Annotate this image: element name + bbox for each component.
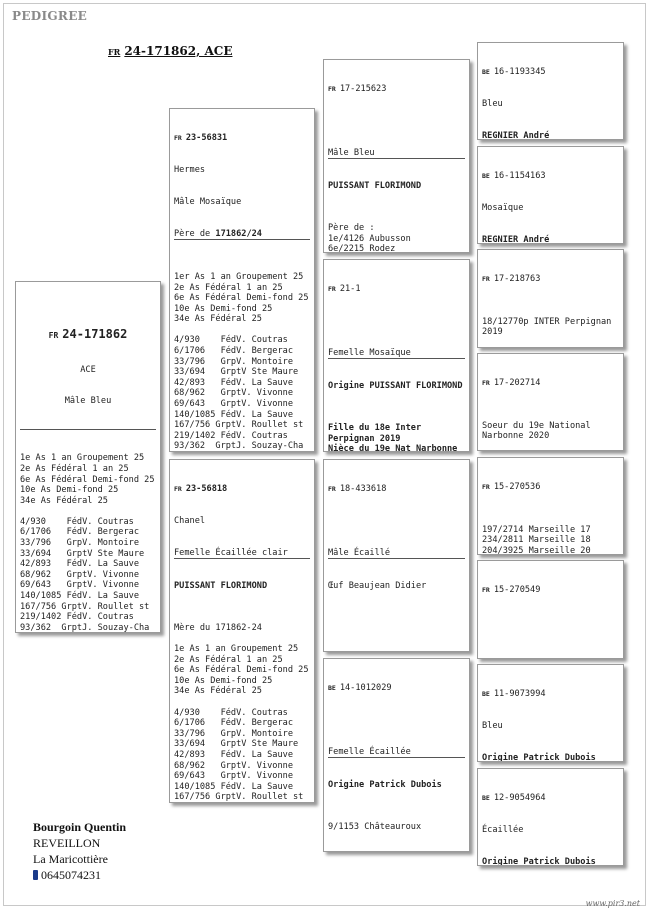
dam-color: Femelle Écaillée clair [174,548,310,560]
root-country: FR [48,331,59,341]
result-line: Mère du 171862-24 [174,622,262,633]
owner-phone: 0645074231 [33,867,126,883]
dd-country: BE [328,684,336,693]
result-line [328,811,465,822]
result-line: 4/930 FédV. Coutras [20,516,134,527]
result-line [174,612,310,623]
result-line: 1e/4126 Aubusson [328,233,411,244]
result-line: 140/1085 FédV. La Sauve [174,781,293,792]
sss-color: Bleu [482,98,503,109]
result-line: 167/756 GrptV. Roullet st [20,601,150,612]
sd-ring: 21-1 [339,284,361,295]
dss-ring: 15-270536 [493,482,541,493]
result-line: Fille du 18e Inter [328,422,422,433]
ddd-country: BE [482,794,490,803]
dam-origin: PUISSANT FLORIMOND [174,580,268,591]
pigeon-card-ss [323,59,470,253]
result-line: 6e As Fédéral Demi-fond 25 [174,293,309,304]
result-line [20,506,156,517]
pigeon-card-sss [477,42,624,140]
ddd-ring: 12-9054964 [493,793,546,804]
pigeon-card-dds [477,664,624,762]
result-line: 6/1706 FédV. Bergerac [20,527,139,538]
pigeon-card-ds [323,459,470,652]
pigeon-card-sds [477,249,624,348]
result-line: 33/796 GrpV. Montoire [20,538,139,549]
result-line: 18/12770p INTER Perpignan [482,316,612,327]
result-line: 6e As Fédéral Demi-fond 25 [174,665,309,676]
result-line: 6/1706 FédV. Bergerac [174,346,293,357]
result-line: 33/694 GrptV Ste Maure [174,739,299,750]
result-line: 69/643 GrptV. Vivonne [20,580,139,591]
owner-info [33,819,126,883]
pigeon-card-sd [323,259,470,452]
result-line: 6/1706 FédV. Bergerac [174,718,293,729]
result-line: 219/1402 FédV. Coutras [174,430,288,441]
result-line [482,514,619,525]
result-line: 93/362 GrptJ. Souzay-Cha [20,622,150,633]
result-line: 69/643 GrptV. Vivonne [174,399,293,410]
sds-results [482,306,619,338]
result-line: 204/3925 Marseille 20 [482,545,591,555]
result-line [482,410,619,421]
sds-ring: 17-218763 [493,274,541,285]
dd-color: Femelle Écaillée [328,747,465,759]
ddd-color: Écaillée [482,824,524,835]
dam-name: Chanel [174,515,206,526]
result-line: 10e As Demi-fond 25 [20,485,119,496]
pigeon-card-sdd [477,353,624,451]
ds-color: Mâle Écaillé [328,548,465,560]
root-name: ACE [80,364,96,375]
result-line: 2e As Fédéral 1 an 25 [174,282,283,293]
subject-ring: 24-171862, ACE [124,44,233,58]
subject-country: FR [108,47,121,57]
sire-results [174,261,310,452]
sire-name: Hermes [174,164,206,175]
result-line: 10e As Demi-fond 25 [174,303,273,314]
owner-line2: REVEILLON [33,836,101,850]
result-line: 1er As 1 an Groupement 25 [174,271,304,282]
sire-father-of: Père de 171862/24 [174,229,310,241]
ss-country: FR [328,85,336,94]
result-line: 167/756 GrptV. Roullet st [174,792,304,803]
result-line: 2019 [482,327,503,338]
result-line: 4/930 FédV. Coutras [174,707,288,718]
result-line: 9/1153 Châteauroux [328,821,422,832]
result-line: Perpignan 2019 [328,433,401,444]
ds-country: FR [328,485,336,494]
result-line: 33/694 GrptV Ste Maure [20,548,145,559]
ddd-origin: Origine Patrick Dubois [482,856,596,866]
dsd-country: FR [482,586,490,595]
result-line: 34e As Fédéral 25 [174,314,262,325]
ds-origin: Œuf Beaujean Didier [328,580,427,591]
sire-color: Mâle Mosaïque [174,196,242,207]
ss-origin: PUISSANT FLORIMOND [328,180,422,191]
ss-ring: 17-215623 [339,84,387,95]
result-line: 4/930 FédV. Coutras [174,335,288,346]
footer-site: www.pir3.net [585,899,640,908]
sire-ring: 23-56831 [185,133,228,144]
dd-results [328,811,465,832]
result-line [328,412,465,423]
ssd-breeder: REGNIER André [482,234,550,244]
result-line: 1e As 1 an Groupement 25 [20,453,145,464]
result-line: 140/1085 FédV. La Sauve [174,409,293,420]
root-header [20,306,156,430]
result-line: Soeur du 19e National [482,420,591,431]
root-ring: 24-171862 [62,327,128,342]
sd-color: Femelle Mosaïque [328,348,465,360]
sd-results [328,412,465,452]
result-line: 68/962 GrptV. Vivonne [20,569,139,580]
dss-country: FR [482,483,490,492]
pigeon-card-root [15,281,161,633]
result-line: 69/643 GrptV. Vivonne [174,771,293,782]
result-line [482,306,619,317]
result-line: 34e As Fédéral 25 [174,686,262,697]
result-line: Nièce du 19e Nat Narbonne [328,444,458,452]
result-line: 68/962 GrptV. Vivonne [174,388,293,399]
result-line: 140/1085 FédV. La Sauve [20,591,139,602]
sdd-results [482,410,619,442]
pigeon-card-ddd [477,768,624,866]
dds-color: Bleu [482,720,503,731]
ss-results [328,212,465,253]
sds-country: FR [482,275,490,284]
result-line: 197/2714 Marseille 17 [482,524,591,535]
dd-origin: Origine Patrick Dubois [328,779,442,790]
pigeon-card-dss [477,457,624,555]
result-line: 1e As 1 an Groupement 25 [174,644,299,655]
ssd-ring: 16-1154163 [493,171,546,182]
result-line: 33/796 GrpV. Montoire [174,728,293,739]
result-line: Père de : [328,222,375,233]
result-line: 42/893 FédV. La Sauve [20,559,139,570]
dds-ring: 11-9073994 [493,689,546,700]
result-line [174,325,310,336]
dss-results [482,514,619,555]
dam-ring: 23-56818 [185,484,228,495]
result-line [174,697,310,708]
owner-name: Bourgoin Quentin [33,820,127,834]
dds-country: BE [482,690,490,699]
ss-color: Mâle Bleu [328,148,465,160]
result-line: 6e/2215 Rodez [328,244,396,253]
ssd-color: Mosaïque [482,202,524,213]
pigeon-card-dam [169,459,315,803]
result-line: 10e As Demi-fond 25 [174,675,273,686]
pigeon-card-dsd [477,560,624,659]
dam-results [174,612,310,803]
dsd-ring: 15-270549 [493,585,541,596]
result-line: 34e As Fédéral 25 [20,495,108,506]
phone-icon [33,870,38,880]
ds-ring: 18-433618 [339,484,387,495]
owner-line3: La Maricottière [33,852,108,866]
sdd-ring: 17-202714 [493,378,541,389]
result-line: 33/796 GrpV. Montoire [174,356,293,367]
sd-origin: Origine PUISSANT FLORIMOND [328,380,463,391]
sss-country: BE [482,68,490,77]
pigeon-card-ssd [477,146,624,244]
dd-ring: 14-1012029 [339,683,392,694]
result-line: 42/893 FédV. La Sauve [174,377,293,388]
pigeon-card-dd [323,658,470,852]
result-line: 234/2811 Marseille 18 [482,535,591,546]
root-results [20,453,156,633]
result-line: 93/362 GrptJ. Souzay-Cha [174,441,304,452]
subject-title [108,44,232,58]
dam-country: FR [174,485,182,494]
page-heading: PEDIGREE [12,9,88,23]
ssd-country: BE [482,172,490,181]
root-color: Mâle Bleu [64,396,112,407]
result-line [174,261,310,272]
dds-origin: Origine Patrick Dubois [482,752,596,762]
result-line: Narbonne 2020 [482,431,550,442]
result-line: 42/893 FédV. La Sauve [174,750,293,761]
result-line [328,212,465,223]
result-line: 33/694 GrptV Ste Maure [174,367,299,378]
pigeon-card-sire [169,108,315,452]
sdd-country: FR [482,379,490,388]
sss-ring: 16-1193345 [493,67,546,78]
result-line [174,634,310,645]
result-line: 219/1402 FédV. Coutras [20,612,134,623]
result-line: 2e As Fédéral 1 an 25 [20,463,129,474]
result-line: 6e As Fédéral Demi-fond 25 [20,474,155,485]
result-line: 2e As Fédéral 1 an 25 [174,654,283,665]
sd-country: FR [328,285,336,294]
sss-breeder: REGNIER André [482,130,550,140]
sire-country: FR [174,134,182,143]
result-line: 68/962 GrptV. Vivonne [174,760,293,771]
result-line: 167/756 GrptV. Roullet st [174,420,304,431]
